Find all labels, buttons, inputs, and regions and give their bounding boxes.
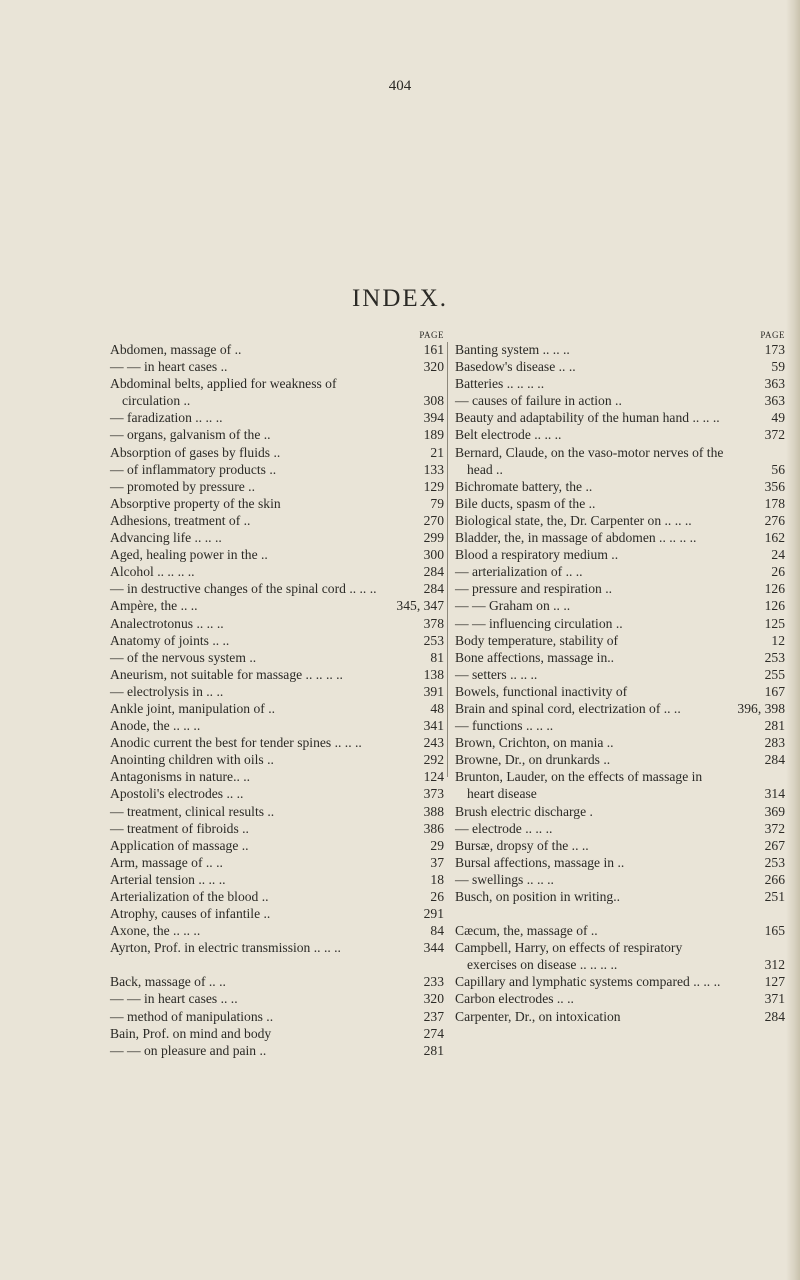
index-entry-page: 59 bbox=[771, 359, 785, 375]
index-entry-text: — method of manipulations .. bbox=[110, 1008, 274, 1024]
index-entry-text: Bladder, the, in massage of abdomen .. .. .. .. bbox=[455, 530, 697, 546]
index-entry-text: — — in heart cases .. bbox=[110, 359, 228, 375]
page-number: 404 bbox=[388, 78, 412, 94]
index-entry bbox=[455, 922, 785, 939]
index-entry-page: 49 bbox=[771, 410, 785, 426]
index-entry-text: Carbon electrodes .. .. bbox=[455, 991, 574, 1007]
index-entry-text: Aneurism, not suitable for massage .. .. .. .. bbox=[110, 666, 343, 682]
index-entry-text: Bain, Prof. on mind and body bbox=[110, 1025, 272, 1041]
index-entry-page: 388 bbox=[423, 803, 444, 819]
index-entry-page: 274 bbox=[423, 1025, 444, 1041]
index-entry bbox=[455, 990, 785, 1007]
index-entry bbox=[110, 580, 444, 597]
index-entry-text: Bursal affections, massage in .. bbox=[455, 854, 625, 870]
column-header-page: PAGE bbox=[419, 330, 444, 340]
index-entry-text: Beauty and adaptability of the human hand .. .. .. bbox=[455, 410, 720, 426]
index-entry-text: Basedow's disease .. .. bbox=[455, 359, 576, 375]
section-gap bbox=[110, 956, 444, 973]
index-entry-page: 283 bbox=[764, 735, 785, 751]
index-entry-text: Absorptive property of the skin bbox=[110, 495, 281, 511]
index-entry-text: Abdominal belts, applied for weakness of circulation .. bbox=[110, 376, 337, 409]
index-entry bbox=[110, 1042, 444, 1059]
index-entry bbox=[110, 837, 444, 854]
index-entry bbox=[110, 597, 444, 614]
index-entry bbox=[455, 888, 785, 905]
index-entry-text: Bernard, Claude, on the vaso-motor nerves of the head .. bbox=[455, 444, 724, 477]
index-entry-page: 270 bbox=[423, 512, 444, 528]
index-entry-page: 320 bbox=[423, 991, 444, 1007]
index-entry bbox=[455, 444, 785, 478]
index-entry-page: 372 bbox=[764, 427, 785, 443]
index-entry-page: 300 bbox=[423, 547, 444, 563]
index-entry-text: Body temperature, stability of bbox=[455, 632, 619, 648]
index-entry-text: Anatomy of joints .. .. bbox=[110, 632, 230, 648]
index-entry-text: — — influencing circulation .. bbox=[455, 615, 623, 631]
index-entry-page: 253 bbox=[764, 854, 785, 870]
index-entry-text: — causes of failure in action .. bbox=[455, 393, 622, 409]
index-entry-page: 320 bbox=[423, 359, 444, 375]
index-entry-text: — electrode .. .. .. bbox=[455, 820, 553, 836]
index-entry bbox=[110, 717, 444, 734]
index-entry bbox=[455, 854, 785, 871]
index-entry-text: Brain and spinal cord, electrization of .. .. bbox=[455, 700, 681, 716]
index-entry-text: Banting system .. .. .. bbox=[455, 342, 570, 357]
index-entry-page: 127 bbox=[764, 974, 785, 990]
index-entry-page: 129 bbox=[423, 478, 444, 494]
index-entry-text: — in destructive changes of the spinal cord .. .. .. bbox=[110, 581, 377, 597]
index-entry bbox=[455, 973, 785, 990]
index-entry bbox=[110, 922, 444, 939]
index-entry-page: 124 bbox=[423, 769, 444, 785]
index-entry-page: 251 bbox=[764, 889, 785, 904]
index-entry bbox=[455, 546, 785, 563]
index-entry bbox=[110, 905, 444, 922]
index-entry bbox=[455, 649, 785, 666]
index-entry-text: Arm, massage of .. .. bbox=[110, 854, 223, 870]
index-entry bbox=[455, 495, 785, 512]
index-entry-page: 369 bbox=[764, 803, 785, 819]
index-entry bbox=[455, 666, 785, 683]
index-entry-text: — of the nervous system .. bbox=[110, 649, 257, 665]
index-entry-page: 161 bbox=[423, 342, 444, 357]
index-entry-page: 167 bbox=[764, 683, 785, 699]
index-entry bbox=[110, 495, 444, 512]
index-column-right bbox=[455, 329, 785, 1025]
index-entry-text: Abdomen, massage of .. bbox=[110, 342, 242, 357]
index-entry-text: Aged, healing power in the .. bbox=[110, 547, 268, 563]
index-entry bbox=[455, 803, 785, 820]
index-entry bbox=[455, 717, 785, 734]
index-entry bbox=[455, 358, 785, 375]
index-entry-text: Antagonisms in nature.. .. bbox=[110, 769, 251, 785]
index-entry-text: Brush electric discharge . bbox=[455, 803, 593, 819]
index-entry-page: 299 bbox=[423, 530, 444, 546]
index-entry-text: — pressure and respiration .. bbox=[455, 581, 613, 597]
index-entry-page: 284 bbox=[764, 752, 785, 768]
index-entry-text: Carpenter, Dr., on intoxication bbox=[455, 1008, 621, 1024]
column-divider bbox=[447, 342, 448, 777]
index-entry-page: 189 bbox=[423, 427, 444, 443]
index-entry-page: 178 bbox=[764, 495, 785, 511]
index-entry-text: Ampère, the .. .. bbox=[110, 598, 198, 614]
index-entry bbox=[110, 871, 444, 888]
index-entry-page: 126 bbox=[764, 581, 785, 597]
index-entry bbox=[455, 768, 785, 802]
index-entry bbox=[110, 409, 444, 426]
index-entry-page: 37 bbox=[430, 854, 444, 870]
index-entry-page: 255 bbox=[764, 666, 785, 682]
index-entry-page: 18 bbox=[430, 871, 444, 887]
index-entry bbox=[455, 478, 785, 495]
index-entry-text: Bowels, functional inactivity of bbox=[455, 683, 628, 699]
index-entry-page: 372 bbox=[764, 820, 785, 836]
index-entry-text: — arterialization of .. .. bbox=[455, 564, 583, 580]
index-entry-text: — organs, galvanism of the .. bbox=[110, 427, 271, 443]
index-entry bbox=[110, 358, 444, 375]
index-entry bbox=[110, 426, 444, 443]
index-entry-text: — treatment of fibroids .. bbox=[110, 820, 249, 836]
index-entry bbox=[455, 580, 785, 597]
index-entry-page: 396, 398 bbox=[737, 700, 785, 716]
index-entry-text: Belt electrode .. .. .. bbox=[455, 427, 562, 443]
index-entry-text: Adhesions, treatment of .. bbox=[110, 512, 251, 528]
index-column-left bbox=[110, 329, 444, 1059]
index-entry-text: Arterialization of the blood .. bbox=[110, 889, 269, 904]
index-entry bbox=[455, 597, 785, 614]
index-entry-text: — treatment, clinical results .. bbox=[110, 803, 275, 819]
index-entry bbox=[455, 392, 785, 409]
index-entry-text: Bone affections, massage in.. bbox=[455, 649, 615, 665]
page-edge-shadow bbox=[786, 0, 800, 1280]
index-entry-page: 253 bbox=[423, 632, 444, 648]
index-entry-page: 281 bbox=[764, 718, 785, 734]
index-entry bbox=[455, 820, 785, 837]
index-entry-page: 133 bbox=[423, 461, 444, 477]
column-header-page: PAGE bbox=[760, 330, 785, 340]
index-entry-text: Anointing children with oils .. bbox=[110, 752, 274, 768]
index-entry bbox=[110, 546, 444, 563]
index-entry-text: Brown, Crichton, on mania .. bbox=[455, 735, 614, 751]
index-entry bbox=[455, 734, 785, 751]
index-entry bbox=[455, 683, 785, 700]
index-entry bbox=[110, 341, 444, 358]
index-entry-page: 356 bbox=[764, 478, 785, 494]
index-entry-page: 79 bbox=[430, 495, 444, 511]
index-entry bbox=[455, 615, 785, 632]
index-entry bbox=[110, 563, 444, 580]
index-entry bbox=[455, 700, 785, 717]
index-entry-text: Ayrton, Prof. in electric transmission .. .. .. bbox=[110, 940, 341, 956]
index-entry bbox=[110, 529, 444, 546]
page-title: INDEX. bbox=[351, 285, 448, 312]
index-entry-text: Advancing life .. .. .. bbox=[110, 530, 222, 546]
index-entry bbox=[110, 444, 444, 461]
index-entry bbox=[455, 341, 785, 358]
index-entry bbox=[110, 666, 444, 683]
index-entry bbox=[110, 820, 444, 837]
index-entry bbox=[110, 461, 444, 478]
index-entry-page: 24 bbox=[771, 547, 785, 563]
index-entry-text: — — Graham on .. .. bbox=[455, 598, 571, 614]
index-entry bbox=[455, 632, 785, 649]
index-entry-page: 162 bbox=[764, 530, 785, 546]
index-entry-page: 386 bbox=[423, 820, 444, 836]
index-entry-page: 344 bbox=[423, 940, 444, 956]
index-entry-page: 276 bbox=[764, 512, 785, 528]
index-entry-text: — swellings .. .. .. bbox=[455, 871, 554, 887]
index-entry-page: 26 bbox=[771, 564, 785, 580]
index-entry bbox=[110, 700, 444, 717]
index-entry bbox=[110, 751, 444, 768]
index-entry bbox=[455, 409, 785, 426]
index-entry-text: Busch, on position in writing.. bbox=[455, 889, 621, 904]
index-entry bbox=[455, 871, 785, 888]
index-entry bbox=[110, 683, 444, 700]
index-entry-text: Capillary and lymphatic systems compared .. .. .. bbox=[455, 974, 721, 990]
index-entry-page: 48 bbox=[430, 700, 444, 716]
index-entry-text: Anode, the .. .. .. bbox=[110, 718, 201, 734]
index-entry-page: 314 bbox=[764, 786, 785, 802]
index-entry bbox=[455, 375, 785, 392]
index-entry-text: Application of massage .. bbox=[110, 837, 249, 853]
index-entry-text: — setters .. .. .. bbox=[455, 666, 538, 682]
index-entry-page: 21 bbox=[430, 444, 444, 460]
index-entry-text: Atrophy, causes of infantile .. bbox=[110, 906, 271, 922]
index-entry-page: 363 bbox=[764, 393, 785, 409]
index-entry-text: — promoted by pressure .. bbox=[110, 478, 255, 494]
index-entry bbox=[110, 734, 444, 751]
index-entry bbox=[455, 426, 785, 443]
index-entry bbox=[455, 512, 785, 529]
index-entry bbox=[110, 854, 444, 871]
index-entry-page: 308 bbox=[423, 393, 444, 409]
index-entry bbox=[455, 837, 785, 854]
index-entry-text: Apostoli's electrodes .. .. bbox=[110, 786, 244, 802]
index-entry-text: Bile ducts, spasm of the .. bbox=[455, 495, 596, 511]
index-entry-page: 341 bbox=[423, 718, 444, 734]
index-entry-page: 284 bbox=[423, 581, 444, 597]
index-entry-text: Cæcum, the, massage of .. bbox=[455, 923, 598, 939]
index-entry-page: 84 bbox=[430, 923, 444, 939]
index-entry bbox=[455, 563, 785, 580]
index-entry-text: Campbell, Harry, on effects of respiratory exercises on disease .. .. .. .. bbox=[455, 940, 683, 973]
index-entry-page: 266 bbox=[764, 871, 785, 887]
index-entries-left bbox=[110, 341, 444, 1059]
index-entry-page: 233 bbox=[423, 974, 444, 990]
index-entry-text: Alcohol .. .. .. .. bbox=[110, 564, 195, 580]
index-entry-page: 138 bbox=[423, 666, 444, 682]
index-entry-text: — electrolysis in .. .. bbox=[110, 683, 224, 699]
index-entry-text: Absorption of gases by fluids .. bbox=[110, 444, 281, 460]
index-entry-page: 292 bbox=[423, 752, 444, 768]
index-entry-page: 243 bbox=[423, 735, 444, 751]
index-entry-page: 345, 347 bbox=[396, 598, 444, 614]
index-entry-page: 391 bbox=[423, 683, 444, 699]
index-entry-page: 284 bbox=[423, 564, 444, 580]
index-entry-text: Back, massage of .. .. bbox=[110, 974, 226, 990]
index-entry bbox=[455, 1008, 785, 1025]
index-entry-page: 267 bbox=[764, 837, 785, 853]
index-entry-page: 378 bbox=[423, 615, 444, 631]
index-entry-page: 373 bbox=[423, 786, 444, 802]
index-entry bbox=[455, 939, 785, 973]
index-entry-page: 12 bbox=[771, 632, 785, 648]
index-entry bbox=[110, 615, 444, 632]
index-entry-text: — of inflammatory products .. bbox=[110, 461, 277, 477]
index-entry-text: Axone, the .. .. .. bbox=[110, 923, 201, 939]
index-entry bbox=[455, 529, 785, 546]
index-entry-text: Bichromate battery, the .. bbox=[455, 478, 593, 494]
index-entry-page: 291 bbox=[423, 906, 444, 922]
index-entry bbox=[110, 649, 444, 666]
index-entry-text: Arterial tension .. .. .. bbox=[110, 871, 226, 887]
index-entry-text: Bursæ, dropsy of the .. .. bbox=[455, 837, 589, 853]
index-entry-page: 165 bbox=[764, 923, 785, 939]
index-entry bbox=[110, 1025, 444, 1042]
index-entry-page: 125 bbox=[764, 615, 785, 631]
index-entry-page: 173 bbox=[764, 342, 785, 357]
section-gap bbox=[455, 905, 785, 922]
index-entry bbox=[110, 990, 444, 1007]
index-entry-page: 281 bbox=[423, 1042, 444, 1058]
index-entry-page: 237 bbox=[423, 1008, 444, 1024]
index-entry-page: 56 bbox=[771, 461, 785, 477]
index-entry-text: Browne, Dr., on drunkards .. bbox=[455, 752, 611, 768]
index-entry-text: Batteries .. .. .. .. bbox=[455, 376, 545, 392]
index-entry-page: 371 bbox=[764, 991, 785, 1007]
index-entry-text: — — on pleasure and pain .. bbox=[110, 1042, 267, 1058]
index-entry-page: 81 bbox=[430, 649, 444, 665]
index-entry-page: 312 bbox=[764, 957, 785, 973]
index-entries-right bbox=[455, 341, 785, 1025]
index-entry bbox=[455, 751, 785, 768]
index-entry-page: 284 bbox=[764, 1008, 785, 1024]
index-entry-page: 126 bbox=[764, 598, 785, 614]
index-entry bbox=[110, 375, 444, 409]
index-entry bbox=[110, 478, 444, 495]
index-entry bbox=[110, 888, 444, 905]
index-entry bbox=[110, 1008, 444, 1025]
index-entry bbox=[110, 785, 444, 802]
index-entry-text: Biological state, the, Dr. Carpenter on .. .. .. bbox=[455, 512, 692, 528]
index-entry-text: — functions .. .. .. bbox=[455, 718, 554, 734]
index-entry-page: 363 bbox=[764, 376, 785, 392]
index-entry bbox=[110, 973, 444, 990]
index-entry-text: Brunton, Lauder, on the effects of massage in heart disease bbox=[455, 769, 703, 802]
index-entry-text: Ankle joint, manipulation of .. bbox=[110, 700, 275, 716]
index-entry-page: 29 bbox=[430, 837, 444, 853]
index-entry-text: Blood a respiratory medium .. bbox=[455, 547, 619, 563]
index-entry-page: 253 bbox=[764, 649, 785, 665]
index-entry-text: Anodic current the best for tender spines .. .. .. bbox=[110, 735, 362, 751]
index-entry-page: 26 bbox=[430, 889, 444, 904]
index-entry-text: — faradization .. .. .. bbox=[110, 410, 223, 426]
index-entry bbox=[110, 632, 444, 649]
index-entry bbox=[110, 768, 444, 785]
index-entry bbox=[110, 803, 444, 820]
index-entry-text: Analectrotonus .. .. .. bbox=[110, 615, 224, 631]
index-entry bbox=[110, 512, 444, 529]
index-entry-page: 394 bbox=[423, 410, 444, 426]
index-entry bbox=[110, 939, 444, 956]
index-entry-text: — — in heart cases .. .. bbox=[110, 991, 238, 1007]
